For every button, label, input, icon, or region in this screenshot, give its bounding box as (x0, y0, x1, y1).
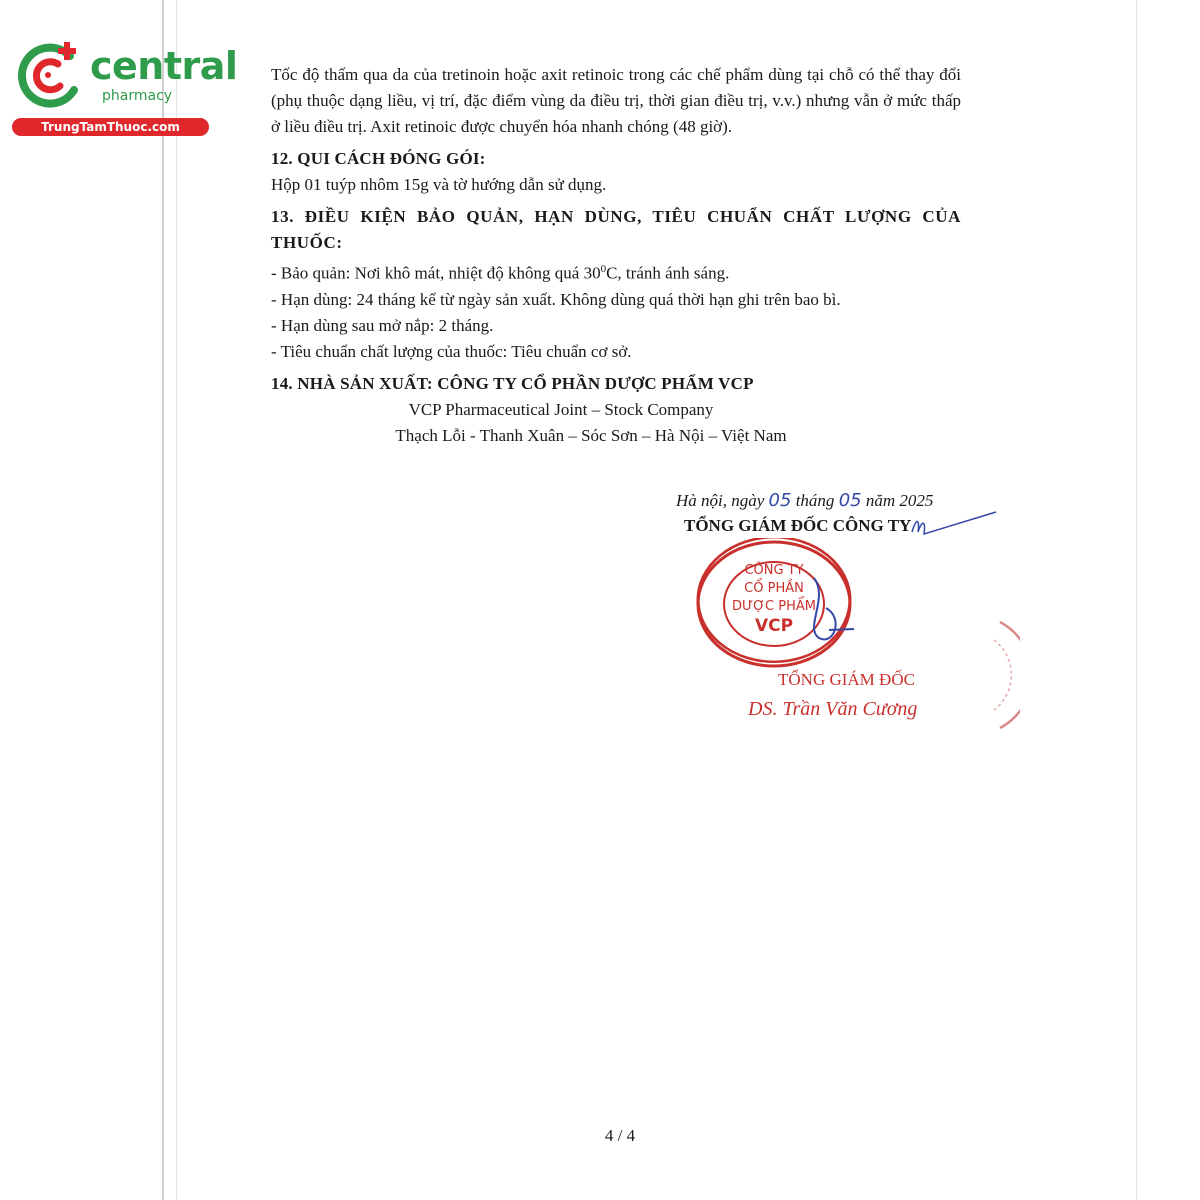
director-role: TỔNG GIÁM ĐỐC (778, 670, 915, 689)
page-number: 4 / 4 (604, 1126, 636, 1145)
company-seal-stamp (694, 538, 854, 668)
date-text: tháng (795, 491, 835, 510)
signing-date (676, 490, 933, 511)
packaging-text: Hộp 01 tuýp nhôm 15g và tờ hướng dẫn sử dụng. (271, 175, 607, 194)
scan-edge (162, 0, 164, 1200)
storage-text-end: C, tránh ánh sáng. (606, 263, 730, 283)
section-14-heading: 14. NHÀ SẢN XUẤT: CÔNG TY CỔ PHẦN DƯỢC PHẨM VCP (271, 373, 754, 393)
logo-url-banner: TrungTamThuoc.com (12, 118, 209, 136)
logo-subtitle: pharmacy (102, 88, 173, 104)
section-13-heading: 13. ĐIỀU KIỆN BẢO QUẢN, HẠN DÙNG, TIÊU CHUẨN CHẤT LƯỢNG CỦA THUỐC: (271, 207, 961, 252)
scan-edge (176, 0, 177, 1200)
signature-flourish-icon (910, 510, 1000, 540)
expiry-line: - Hạn dùng: 24 tháng kể từ ngày sản xuất. Không dùng quá thời hạn ghi trên bao bì. (271, 289, 841, 309)
signature-block (660, 490, 1000, 730)
partial-seal-edge (990, 620, 1020, 730)
degree-sup: 0 (600, 263, 607, 275)
storage-line (271, 256, 961, 287)
date-text: năm 2025 (865, 491, 934, 510)
handwritten-day: 05 (768, 490, 792, 511)
date-text: Hà nội, ngày (676, 491, 765, 510)
stamp-text: DƯỢC PHẨM (732, 599, 816, 614)
director-name: DS. Trần Văn Cương (748, 698, 918, 720)
storage-text: - Bảo quản: Nơi khô mát, nhiệt độ không quá 30 (271, 263, 601, 283)
after-open-line: - Hạn dùng sau mở nắp: 2 tháng. (271, 315, 494, 335)
logo-wordmark: central (90, 44, 238, 88)
absorption-paragraph: Tốc độ thấm qua da của tretinoin hoặc axit retinoic trong các chế phẩm dùng tại chỗ có thể thay đổi (phụ thuộc dạng liều, vị trí, đặc điểm vùng da điều trị, thời gian điều trị, v.v.) nhưng vẫn ở mức thấp ở liều điều trị. Axit retinoic được chuyển hóa nhanh chóng (48 giờ). (271, 65, 961, 136)
stamp-text: CÔNG TY (744, 563, 804, 578)
stamp-text: VCP (754, 616, 794, 636)
pharmacy-cross-logo-icon (12, 38, 90, 116)
quality-standard-line: - Tiêu chuẩn chất lượng của thuốc: Tiêu chuẩn cơ sở. (271, 341, 632, 361)
handwritten-month: 05 (838, 490, 862, 511)
section-12-heading: 12. QUI CÁCH ĐÓNG GÓI: (271, 149, 486, 168)
central-pharmacy-logo (12, 38, 238, 136)
scan-edge (1136, 0, 1137, 1200)
stamp-text: CỔ PHẦN (744, 581, 804, 596)
manufacturer-address: Thạch Lỗi - Thanh Xuân – Sóc Sơn – Hà Nội – Việt Nam (395, 425, 787, 445)
document-body (271, 62, 961, 449)
director-title: TỔNG GIÁM ĐỐC CÔNG TY (684, 516, 912, 535)
manufacturer-english-name: VCP Pharmaceutical Joint – Stock Company (408, 399, 714, 419)
